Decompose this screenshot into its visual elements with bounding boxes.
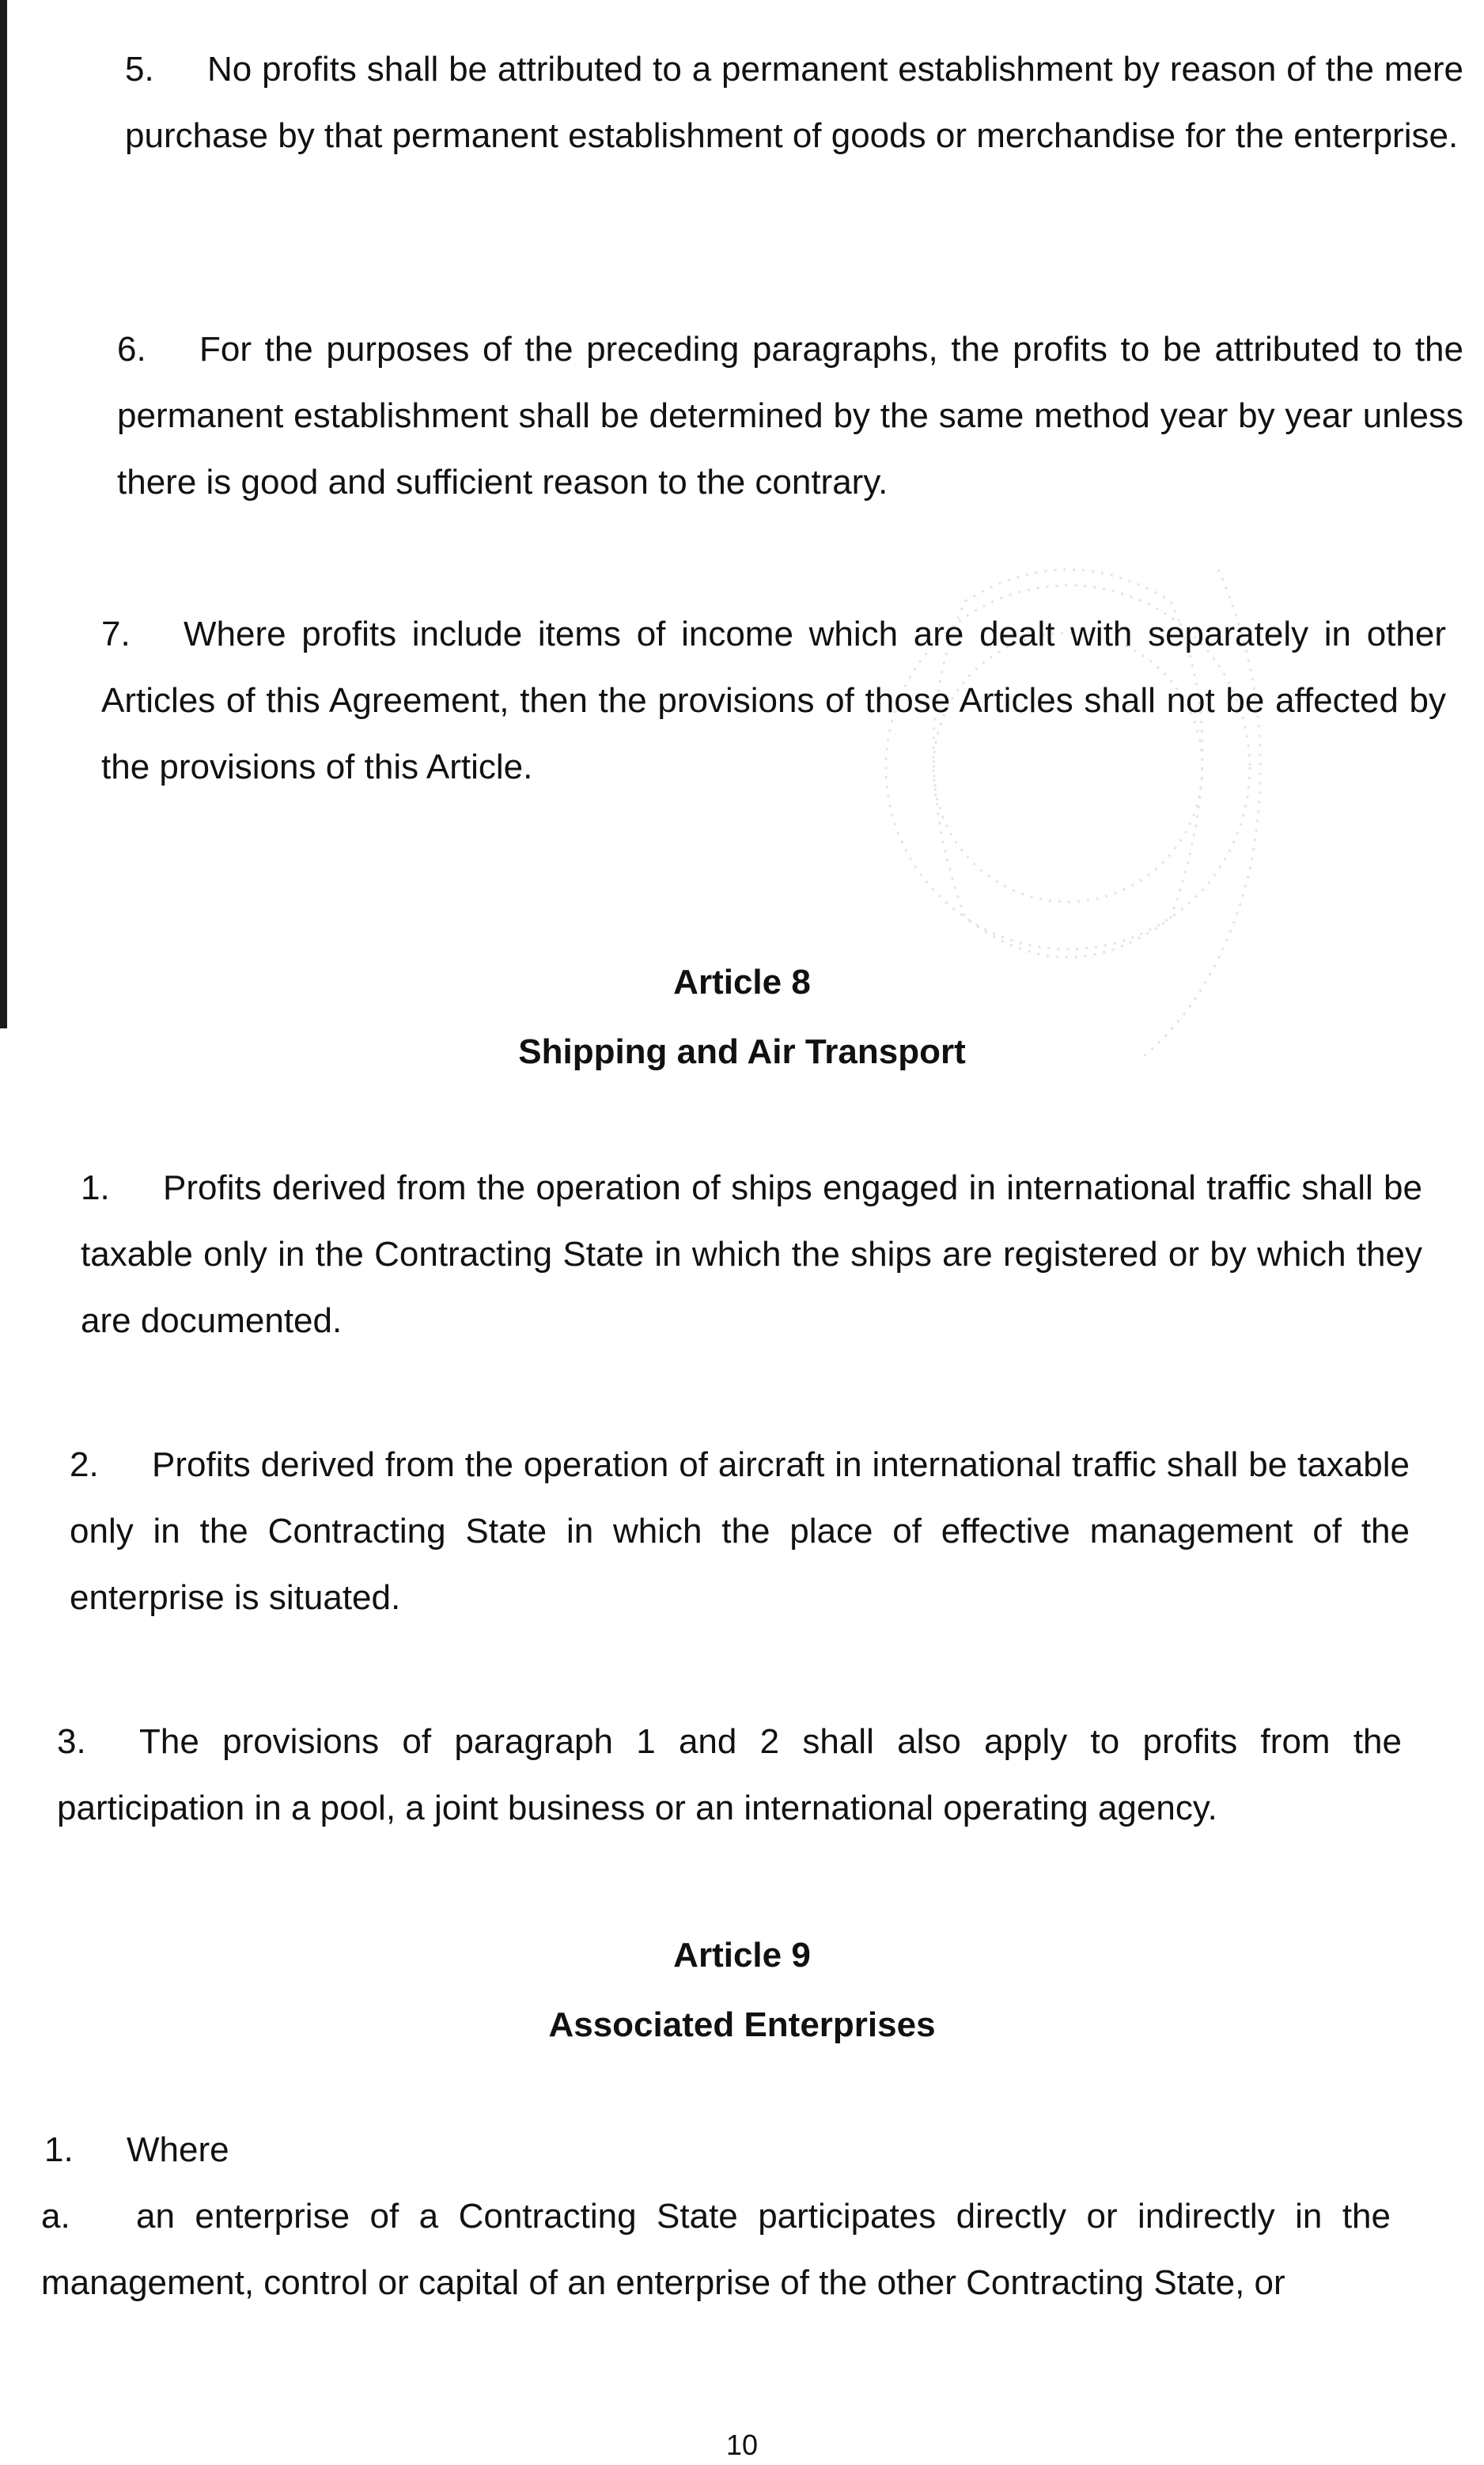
paragraph-6 [117,316,1463,516]
paragraph-number: 3. [57,1722,86,1761]
article-8-paragraph-2 [70,1432,1410,1631]
paragraph-text: Profits derived from the operation of aircraft in international traffic shall be taxable only in the Contracting State in which the place of effective management of the enterprise is situated. [70,1445,1410,1617]
item-letter: a. [41,2197,70,2236]
paragraph-text: The provisions of paragraph 1 and 2 shall also apply to profits from the participation in a pool, a joint business or an international operating agency. [57,1722,1402,1827]
article-9-item-a [41,2183,1391,2316]
paragraph-text: Where [127,2130,229,2169]
page-margin-rule [0,0,7,1028]
paragraph-7 [101,601,1446,801]
page-number: 10 [725,2429,759,2461]
paragraph-number: 2. [70,1445,99,1484]
paragraph-5 [125,36,1463,169]
article-8-paragraph-1 [81,1155,1422,1354]
paragraph-number: 7. [101,615,131,653]
paragraph-number: 1. [44,2130,74,2169]
paragraph-number: 1. [81,1168,110,1207]
article-8-paragraph-3 [57,1709,1402,1842]
paragraph-text: Profits derived from the operation of ships engaged in international traffic shall be taxable only in the Contracting State in which the ships are registered or by which they are documented. [81,1168,1422,1340]
article-9-title: Associated Enterprises [548,2005,936,2044]
paragraph-number: 5. [125,50,154,89]
paragraph-number: 6. [117,330,146,369]
item-text: an enterprise of a Contracting State participates directly or indirectly in the management, control or capital of an enterprise of the other Contracting State, or [41,2197,1391,2302]
article-8-number: Article 8 [673,963,811,1002]
article-9-paragraph-1 [44,2117,1389,2183]
paragraph-text: No profits shall be attributed to a permanent establishment by reason of the mere purchase by that permanent establishment of goods or merchandise for the enterprise. [125,50,1463,155]
paragraph-text: Where profits include items of income which are dealt with separately in other Articles of this Agreement, then the provisions of those Articles shall not be affected by the provisions of this Article. [101,615,1446,786]
paragraph-text: For the purposes of the preceding paragraphs, the profits to be attributed to the permanent establishment shall be determined by the same method year by year unless there is good and sufficient reason to the contrary. [117,330,1463,502]
article-8-title: Shipping and Air Transport [518,1032,966,1071]
article-9-number: Article 9 [673,1936,811,1975]
